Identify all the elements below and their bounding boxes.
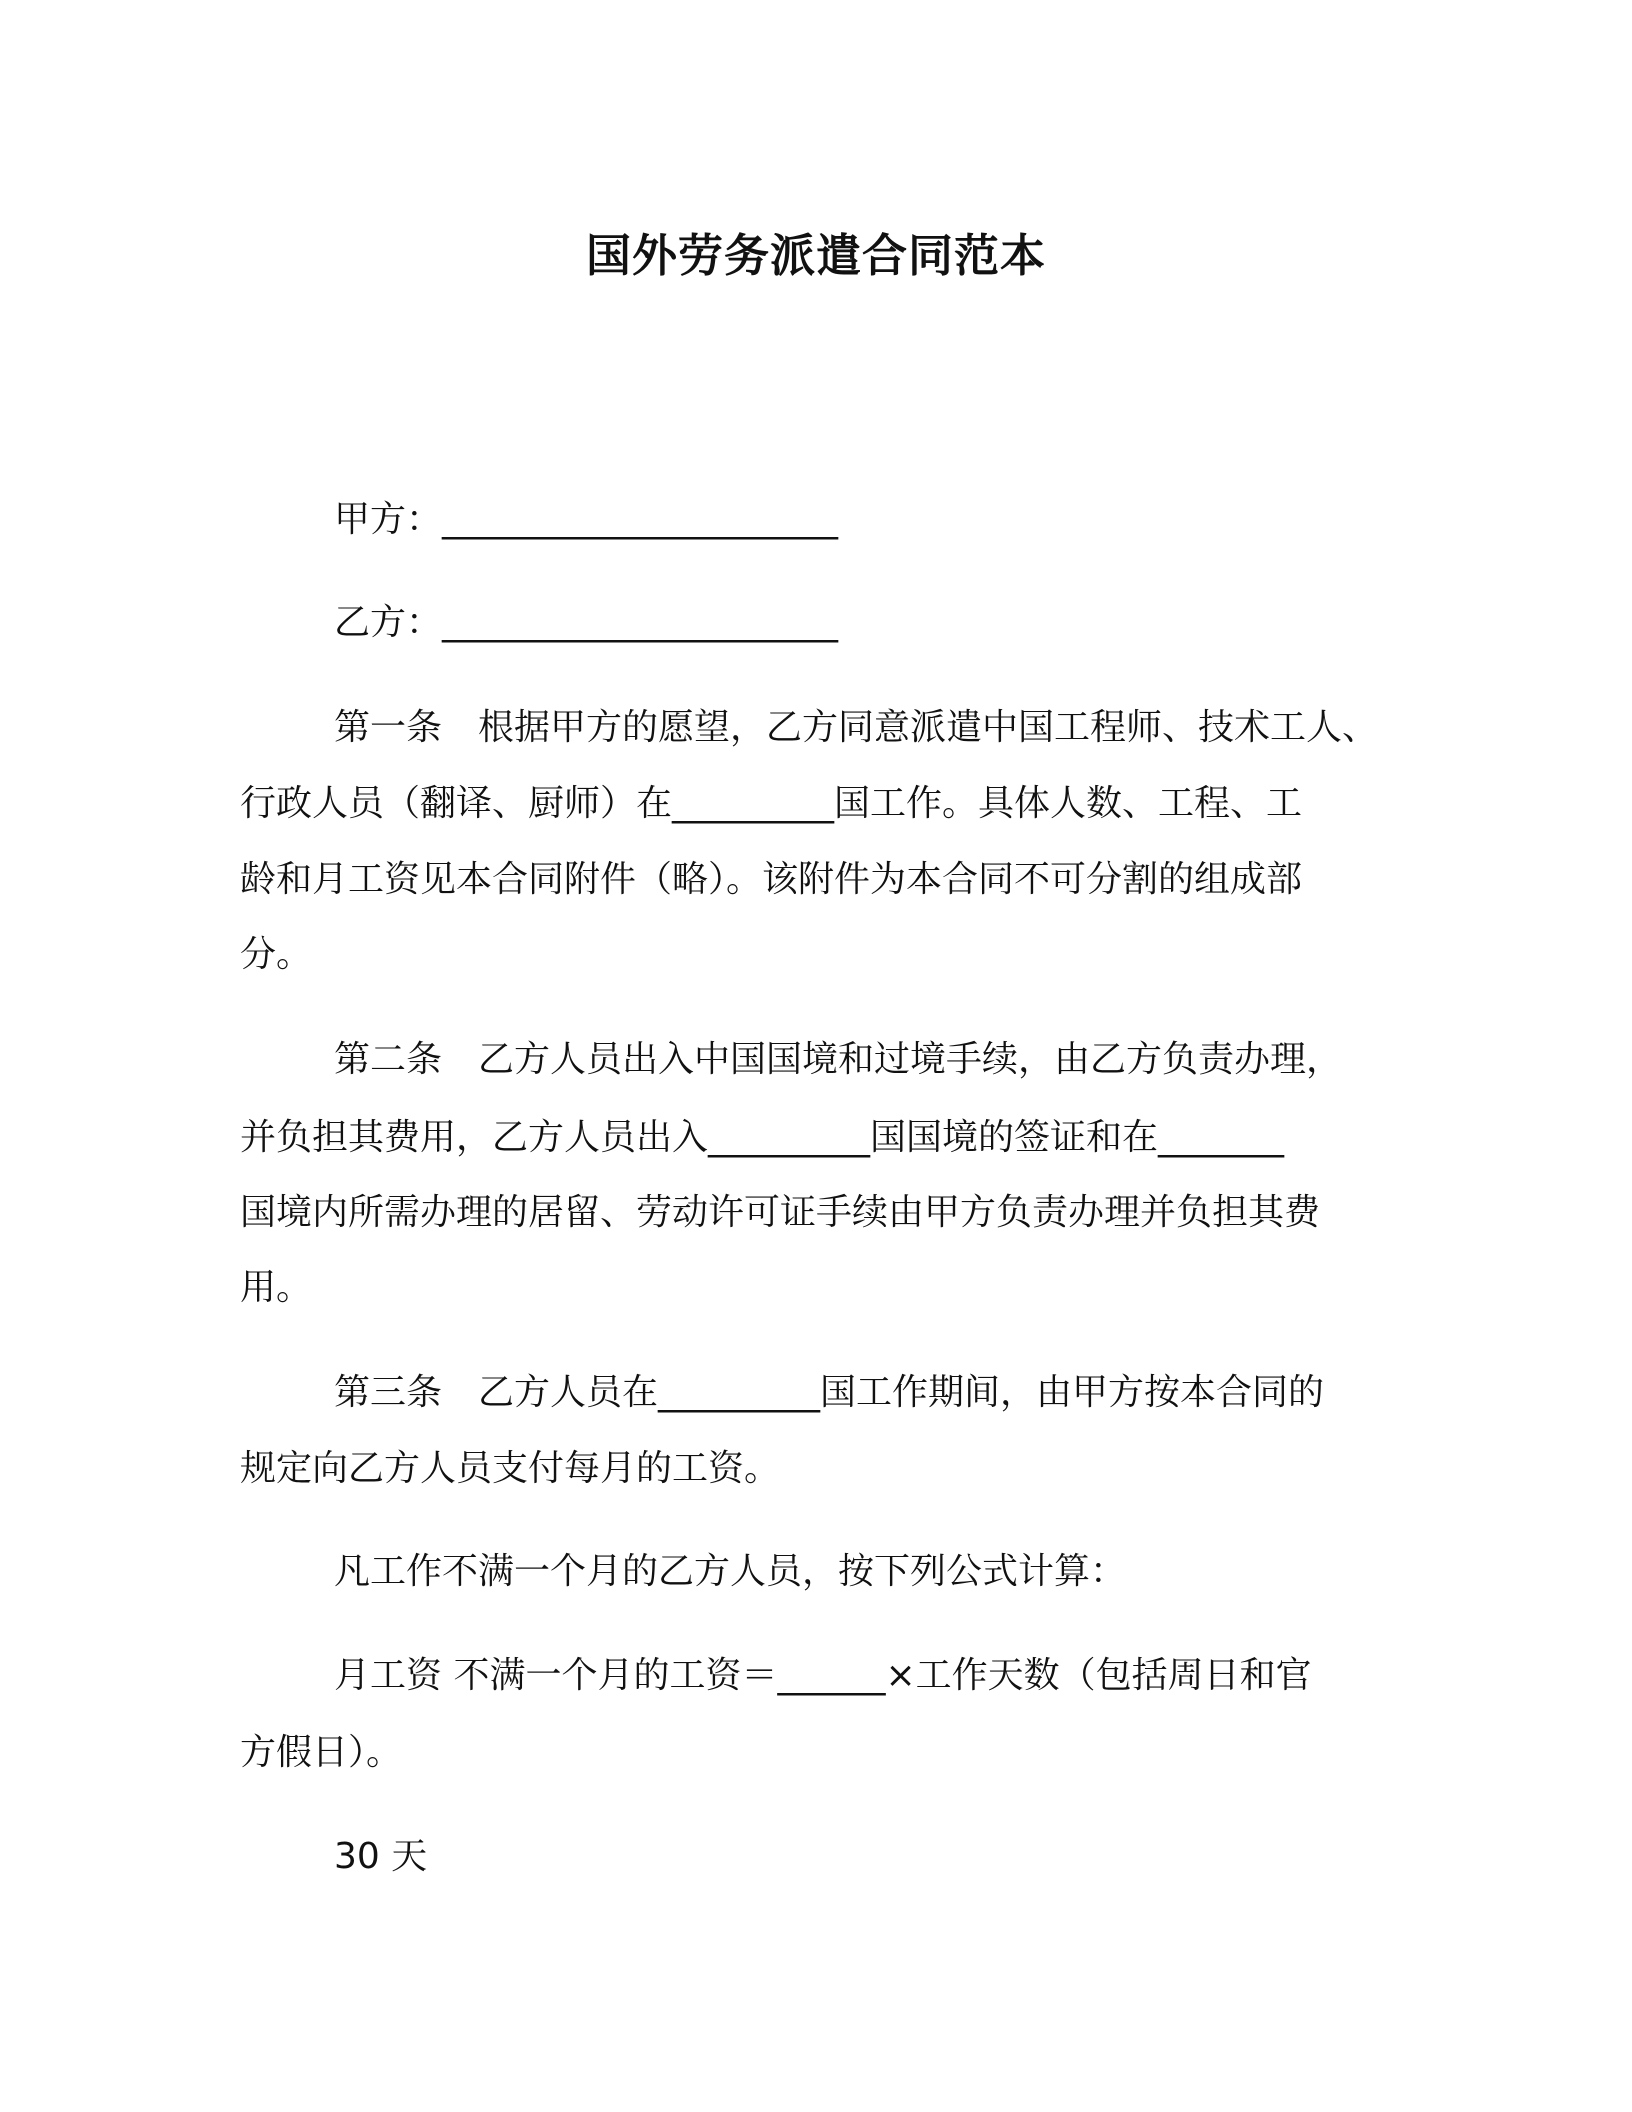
article3-line1: 第三条 乙方人员在_________国工作期间，由甲方按本合同的 xyxy=(334,1372,1325,1413)
party-a-line: 甲方：______________________ xyxy=(334,499,839,540)
article3-line2: 规定向乙方人员支付每月的工资。 xyxy=(240,1448,781,1489)
article1-line2: 行政人员（翻译、厨师）在_________国工作。具体人数、工程、工 xyxy=(240,783,1303,824)
document-title: 国外劳务派遣合同范本 xyxy=(585,229,1046,282)
article1-line3: 龄和月工资见本合同附件（略）。该附件为本合同不可分割的组成部 xyxy=(240,859,1303,900)
article1-line1: 第一条 根据甲方的愿望，乙方同意派遣中国工程师、技术工人、 xyxy=(334,707,1379,748)
article2-line2: 并负担其费用，乙方人员出入_________国国境的签证和在_______ xyxy=(240,1117,1285,1158)
article1-line4: 分。 xyxy=(240,934,313,975)
formula-line2: 方假日）。 xyxy=(240,1732,403,1773)
formula-line1: 月工资 不满一个月的工资＝______×工作天数（包括周日和官 xyxy=(334,1655,1312,1696)
formula-intro: 凡工作不满一个月的乙方人员，按下列公式计算： xyxy=(334,1551,1127,1592)
party-b-line: 乙方：______________________ xyxy=(334,602,839,643)
article2-line4: 用。 xyxy=(240,1267,313,1308)
article2-line1: 第二条 乙方人员出入中国国境和过境手续，由乙方负责办理， xyxy=(334,1039,1343,1080)
article2-line3: 国境内所需办理的居留、劳动许可证手续由甲方负责办理并负担其费 xyxy=(240,1192,1321,1233)
denominator-text: 30 天 xyxy=(334,1836,428,1877)
